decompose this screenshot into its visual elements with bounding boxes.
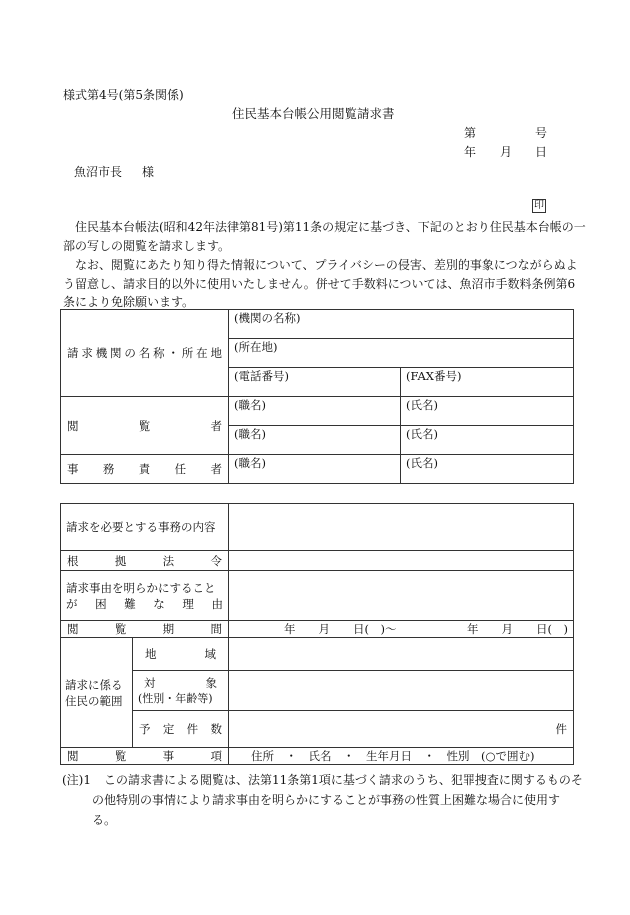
body-line-3: なお、閲覧にあたり知り得た情報について、プライバシーの侵害、差別的事象につながらぬよ <box>75 258 578 272</box>
requester-table <box>60 309 574 484</box>
period-to: 年 月 日( ) <box>467 622 568 636</box>
note-prefix: (注)1 <box>62 773 91 787</box>
count-label: 予定件数 <box>133 711 229 748</box>
body-line-5: 条により免除願います。 <box>63 295 195 309</box>
target-field[interactable] <box>229 671 574 711</box>
document-no-prefix: 第 <box>464 126 477 140</box>
period-label: 閲覧期間 <box>61 621 229 638</box>
residents-label-line-2: 住民の範囲 <box>65 693 123 708</box>
count-unit: 件 <box>555 722 567 736</box>
target-label-line-1: 対象 <box>144 675 217 690</box>
residents-label <box>61 638 133 748</box>
reason-label-line-1: 請求事由を明らかにすること <box>66 580 216 595</box>
fax-field[interactable]: (FAX番号) <box>401 368 574 397</box>
target-label <box>133 671 229 711</box>
body-line-4: う留意し、請求目的以外に使用いたしません。併せて手数料については、魚沼市手数料条例第6 <box>63 277 576 291</box>
area-label: 地域 <box>133 638 229 671</box>
seal-mark: 印 <box>534 200 544 211</box>
viewer-1-post-field[interactable]: (職名) <box>229 397 401 426</box>
law-label: 根拠法令 <box>61 551 229 571</box>
date-year-label: 年 <box>464 145 477 159</box>
task-label: 請求を必要とする事務の内容 <box>61 504 229 551</box>
org-label: 請求機関の名称・所在地 <box>61 310 229 397</box>
viewer-1-name-field[interactable]: (氏名) <box>401 397 574 426</box>
org-name-field[interactable]: (機関の名称) <box>229 310 574 339</box>
period-field[interactable] <box>229 621 574 638</box>
note-line-2: の他特別の事情により請求事由を明らかにすることが事務の性質上困難な場合に使用す <box>92 793 561 807</box>
task-field[interactable] <box>229 504 574 551</box>
note-line-3: る。 <box>92 813 117 827</box>
target-label-line-2: (性別・年齢等) <box>138 691 213 705</box>
body-line-2: 部の写しの閲覧を請求します。 <box>63 239 231 253</box>
manager-name-field[interactable]: (氏名) <box>401 455 574 484</box>
reason-label <box>61 571 229 621</box>
request-detail-table <box>60 503 574 765</box>
body-line-1: 住民基本台帳法(昭和42年法律第81号)第11条の規定に基づき、下記のとおり住民基本台帳の一 <box>75 220 586 234</box>
honorific: 様 <box>142 165 155 179</box>
viewer-label: 閲覧者 <box>61 397 229 455</box>
document-no-suffix: 号 <box>535 126 548 140</box>
residents-label-line-1: 請求に係る <box>65 677 123 692</box>
reason-label-line-2: が困難な理由 <box>66 596 223 611</box>
date-month-label: 月 <box>500 145 513 159</box>
items-field[interactable]: 住所 ・ 氏名 ・ 生年月日 ・ 性別 (○で囲む) <box>229 748 574 765</box>
date-day-label: 日 <box>535 145 548 159</box>
phone-field[interactable]: (電話番号) <box>229 368 401 397</box>
reason-field[interactable] <box>229 571 574 621</box>
note-line-1: この請求書による閲覧は、法第11条第1項に基づく請求のうち、犯罪捜査に関するものそ <box>104 773 583 787</box>
viewer-2-post-field[interactable]: (職名) <box>229 426 401 455</box>
document-title: 住民基本台帳公用閲覧請求書 <box>232 106 395 121</box>
viewer-2-name-field[interactable]: (氏名) <box>401 426 574 455</box>
law-field[interactable] <box>229 551 574 571</box>
count-field[interactable] <box>229 711 574 748</box>
area-field[interactable] <box>229 638 574 671</box>
period-from: 年 月 日( )〜 <box>284 622 397 636</box>
manager-label: 事務責任者 <box>61 455 229 484</box>
addressee: 魚沼市長 <box>74 165 123 179</box>
items-label: 閲覧事項 <box>61 748 229 765</box>
form-number: 様式第4号(第5条関係) <box>63 88 184 102</box>
manager-post-field[interactable]: (職名) <box>229 455 401 484</box>
address-field[interactable]: (所在地) <box>229 339 574 368</box>
